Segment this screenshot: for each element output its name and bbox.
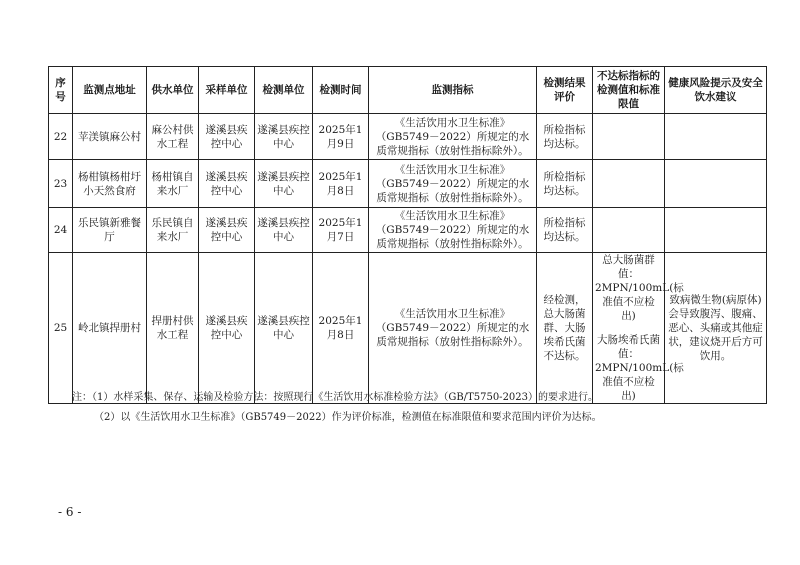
sampler-cell: 遂溪县疾控中心 (199, 208, 255, 253)
tester-cell: 遂溪县疾控中心 (255, 160, 313, 208)
date-cell: 2025年1月9日 (313, 114, 369, 160)
indicator-cell: 《生活饮用水卫生标准》（GB5749－2022）所规定的水质常规指标（放射性指标除外）。 (369, 208, 537, 253)
note-1: 注：（1）水样采集、保存、运输及检验方法：按照现行《生活饮用水标准检验方法》（GB/T5750-2023）的要求进行。 (72, 392, 599, 403)
header-no: 序号 (49, 67, 73, 114)
indicator-cell: 《生活饮用水卫生标准》（GB5749－2022）所规定的水质常规指标（放射性指标除外）。 (369, 160, 537, 208)
limit-line: 大肠埃希氏菌值： (597, 334, 660, 360)
header-advice: 健康风险提示及安全饮水建议 (665, 67, 767, 114)
header-limit: 不达标指标的检测值和标准限值 (593, 67, 665, 114)
header-sampler: 采样单位 (199, 67, 255, 114)
header-tester: 检测单位 (255, 67, 313, 114)
supplier-cell: 捍册村供水工程 (147, 253, 199, 404)
header-site: 监测点地址 (73, 67, 147, 114)
supplier-cell: 乐民镇自来水厂 (147, 208, 199, 253)
header-supplier: 供水单位 (147, 67, 199, 114)
table-row (49, 114, 767, 160)
limit-cell (593, 114, 665, 160)
date-cell: 2025年1月8日 (313, 160, 369, 208)
row-number: 24 (49, 208, 73, 253)
limit-line: 2MPN/100mL(标准值不应检出) (595, 282, 684, 322)
advice-cell (665, 160, 767, 208)
sampler-cell: 遂溪县疾控中心 (199, 253, 255, 404)
site-cell: 乐民镇新雅餐厅 (73, 208, 147, 253)
header-indicator: 监测指标 (369, 67, 537, 114)
water-quality-table (48, 66, 767, 404)
row-number: 25 (49, 253, 73, 404)
table-header-row (49, 67, 767, 114)
indicator-cell: 《生活饮用水卫生标准》（GB5749－2022）所规定的水质常规指标（放射性指标除外）。 (369, 114, 537, 160)
note-2: （2）以《生活饮用水卫生标准》（GB5749－2022）作为评价标准，检测值在标准限值和要求范围内评价为达标。 (94, 412, 602, 423)
supplier-cell: 麻公村供水工程 (147, 114, 199, 160)
date-cell: 2025年1月8日 (313, 253, 369, 404)
tester-cell: 遂溪县疾控中心 (255, 253, 313, 404)
notes (72, 388, 772, 428)
limit-cell (593, 160, 665, 208)
tester-cell: 遂溪县疾控中心 (255, 208, 313, 253)
header-date: 检测时间 (313, 67, 369, 114)
limit-line: 2MPN/100mL(标准值不应检出) (595, 362, 684, 402)
result-cell: 所检指标均达标。 (537, 160, 593, 208)
site-cell: 苹渼镇麻公村 (73, 114, 147, 160)
supplier-cell: 杨柑镇自来水厂 (147, 160, 199, 208)
sampler-cell: 遂溪县疾控中心 (199, 114, 255, 160)
limit-cell (593, 208, 665, 253)
indicator-cell: 《生活饮用水卫生标准》（GB5749－2022）所规定的水质常规指标（放射性指标除外）。 (369, 253, 537, 404)
row-number: 23 (49, 160, 73, 208)
table-row (49, 253, 767, 404)
date-cell: 2025年1月7日 (313, 208, 369, 253)
advice-cell: 致病微生物(病原体)会导致腹泻、腹痛、恶心、头痛或其他症状，建议烧开后方可饮用。 (665, 253, 767, 404)
advice-cell (665, 208, 767, 253)
sampler-cell: 遂溪县疾控中心 (199, 160, 255, 208)
row-number: 22 (49, 114, 73, 160)
site-cell: 岭北镇捍册村 (73, 253, 147, 404)
limit-line: 总大肠菌群值： (602, 254, 655, 280)
result-cell: 经检测，总大肠菌群、大肠埃希氏菌不达标。 (537, 253, 593, 404)
tester-cell: 遂溪县疾控中心 (255, 114, 313, 160)
table-row (49, 160, 767, 208)
header-result: 检测结果评价 (537, 67, 593, 114)
result-cell: 所检指标均达标。 (537, 208, 593, 253)
page-number: - 6 - (58, 505, 82, 519)
site-cell: 杨柑镇杨柑圩小天然食府 (73, 160, 147, 208)
advice-cell (665, 114, 767, 160)
table-row (49, 208, 767, 253)
limit-cell (593, 253, 684, 404)
result-cell: 所检指标均达标。 (537, 114, 593, 160)
